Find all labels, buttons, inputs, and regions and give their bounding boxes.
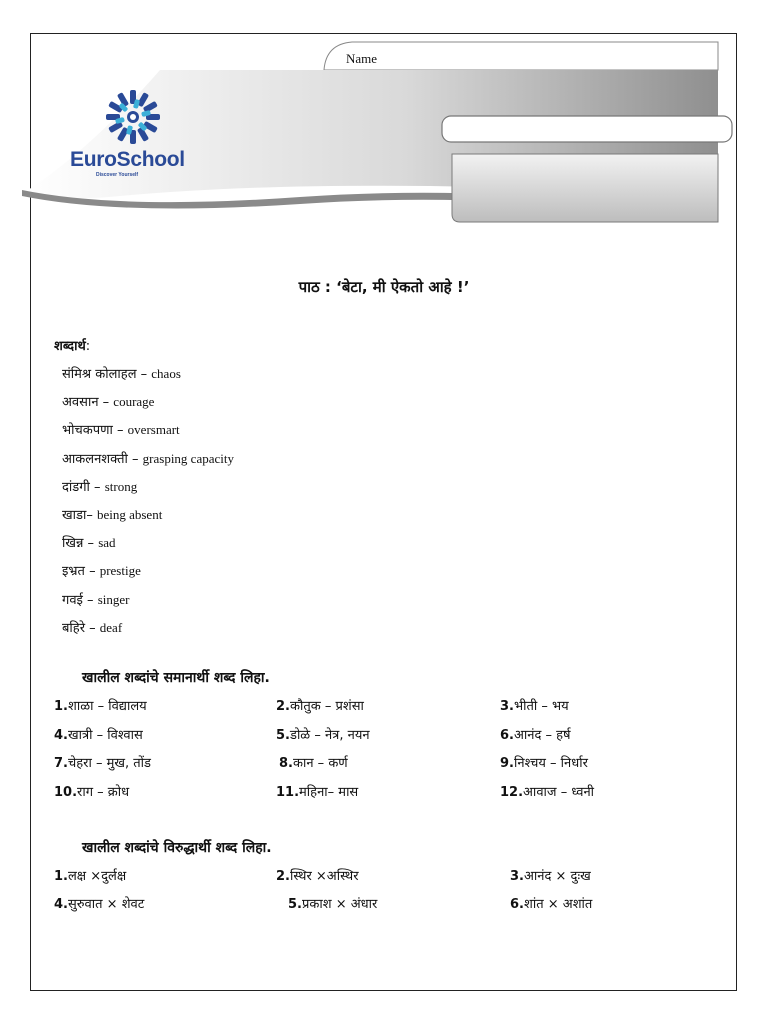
synonym-row xyxy=(0,696,768,722)
synonym-item xyxy=(54,725,143,743)
glossary-item xyxy=(62,590,234,618)
synonym-text: खात्री – विश्वास xyxy=(67,727,143,743)
synonym-item xyxy=(500,782,594,800)
antonym-number: 1. xyxy=(54,869,68,884)
antonym-row xyxy=(0,866,768,892)
synonym-item xyxy=(54,696,147,714)
logo-wordmark: EuroSchool xyxy=(70,148,185,171)
synonym-text: शाळा – विद्यालय xyxy=(67,699,147,714)
antonym-number: 2. xyxy=(276,869,290,884)
glossary-list xyxy=(62,364,234,646)
glossary-term: इभ्रत – xyxy=(62,564,100,580)
antonym-item xyxy=(288,894,377,912)
synonym-item xyxy=(500,725,571,743)
glossary-term: गवई – xyxy=(62,592,98,608)
page-title: पाठ : ‘बेटा, मी ऐकतो आहे !’ xyxy=(298,278,470,296)
glossary-meaning: strong xyxy=(104,478,138,494)
antonym-text: सुरुवात × शेवट xyxy=(67,897,145,912)
synonym-text: चेहरा – मुख, तोंड xyxy=(67,756,151,771)
synonym-item xyxy=(279,753,348,771)
glossary-term: आकलनशक्ती – xyxy=(62,451,143,467)
header-banner xyxy=(0,0,768,240)
synonym-number: 2. xyxy=(276,699,290,714)
antonym-text: स्थिर ×अस्थिर xyxy=(289,869,359,884)
synonym-number: 7. xyxy=(54,756,68,771)
synonym-item xyxy=(54,782,129,800)
synonym-text: कौतुक – प्रशंसा xyxy=(289,699,364,714)
synonyms-heading: खालील शब्दांचे समानार्थी शब्द लिहा. xyxy=(82,670,270,686)
antonym-text: लक्ष ×दुर्लक्ष xyxy=(67,869,127,884)
synonym-number: 5. xyxy=(276,727,290,743)
glossary-heading: शब्दार्थ: xyxy=(54,339,91,354)
name-label: Name xyxy=(346,51,378,66)
synonym-number: 6. xyxy=(500,727,514,743)
synonym-text: आवाज – ध्वनी xyxy=(523,784,595,800)
glossary-item xyxy=(62,505,234,533)
synonym-text: डोळे – नेत्र, नयन xyxy=(289,727,370,743)
glossary-item xyxy=(62,364,234,392)
synonym-item xyxy=(500,696,569,714)
glossary-item xyxy=(62,477,234,505)
glossary-meaning: courage xyxy=(113,394,155,410)
synonym-number: 8. xyxy=(279,756,293,771)
synonym-item xyxy=(276,782,358,800)
antonym-item xyxy=(54,894,144,912)
synonym-number: 3. xyxy=(500,699,514,714)
synonym-text: आनंद – हर्ष xyxy=(513,727,571,743)
glossary-meaning: singer xyxy=(97,591,130,607)
glossary-term: खिन्न – xyxy=(62,536,99,552)
glossary-term: संमिश्र कोलाहल – xyxy=(62,367,152,382)
antonym-text: आनंद × दुःख xyxy=(523,869,591,884)
synonym-item xyxy=(276,725,370,743)
synonym-number: 4. xyxy=(54,727,68,743)
antonym-item xyxy=(510,894,592,912)
antonym-item xyxy=(54,866,126,884)
synonym-number: 9. xyxy=(500,756,514,771)
synonym-number: 11. xyxy=(276,784,300,800)
glossary-meaning: grasping capacity xyxy=(142,450,234,466)
synonym-row xyxy=(0,753,768,779)
glossary-item xyxy=(62,618,234,646)
synonym-item xyxy=(500,753,588,771)
antonym-text: प्रकाश × अंधार xyxy=(301,897,378,912)
glossary-term: भोचकपणा – xyxy=(62,423,128,439)
synonym-item xyxy=(54,753,151,771)
antonym-item xyxy=(276,866,359,884)
name-box xyxy=(442,116,732,142)
antonym-number: 6. xyxy=(510,897,524,912)
synonym-text: भीती – भय xyxy=(513,699,569,714)
antonym-number: 3. xyxy=(510,869,524,884)
antonyms-heading: खालील शब्दांचे विरुद्धार्थी शब्द लिहा. xyxy=(82,840,272,856)
glossary-item xyxy=(62,561,234,589)
synonym-text: महिना– मास xyxy=(299,784,359,800)
synonym-text: निश्चय – निर्धार xyxy=(513,756,588,771)
synonym-item xyxy=(276,696,364,714)
synonym-number: 10. xyxy=(54,784,78,800)
antonym-number: 4. xyxy=(54,897,68,912)
synonym-row xyxy=(0,782,768,808)
synonym-text: राग – क्रोध xyxy=(77,784,130,800)
synonym-row xyxy=(0,725,768,751)
antonym-row xyxy=(0,894,768,920)
glossary-meaning: oversmart xyxy=(127,422,180,438)
glossary-meaning: deaf xyxy=(99,619,123,635)
glossary-term: अवसान – xyxy=(62,395,114,411)
glossary-term: दांडगी – xyxy=(62,479,105,495)
glossary-item xyxy=(62,420,234,448)
glossary-item xyxy=(62,392,234,420)
glossary-term: बहिरे – xyxy=(62,620,100,636)
glossary-meaning: prestige xyxy=(99,563,141,579)
glossary-term: खाडा– xyxy=(62,507,97,523)
glossary-meaning: sad xyxy=(98,535,116,551)
glossary-item xyxy=(62,449,234,477)
logo-tagline: Discover Yourself xyxy=(96,172,139,178)
antonym-number: 5. xyxy=(288,897,302,912)
synonym-number: 12. xyxy=(500,784,524,800)
glossary-meaning: chaos xyxy=(151,366,181,381)
glossary-item xyxy=(62,533,234,561)
antonym-text: शांत × अशांत xyxy=(523,897,593,912)
synonym-text: कान – कर्ण xyxy=(292,756,348,771)
synonym-number: 1. xyxy=(54,699,68,714)
antonym-item xyxy=(510,866,591,884)
glossary-meaning: being absent xyxy=(96,506,163,522)
